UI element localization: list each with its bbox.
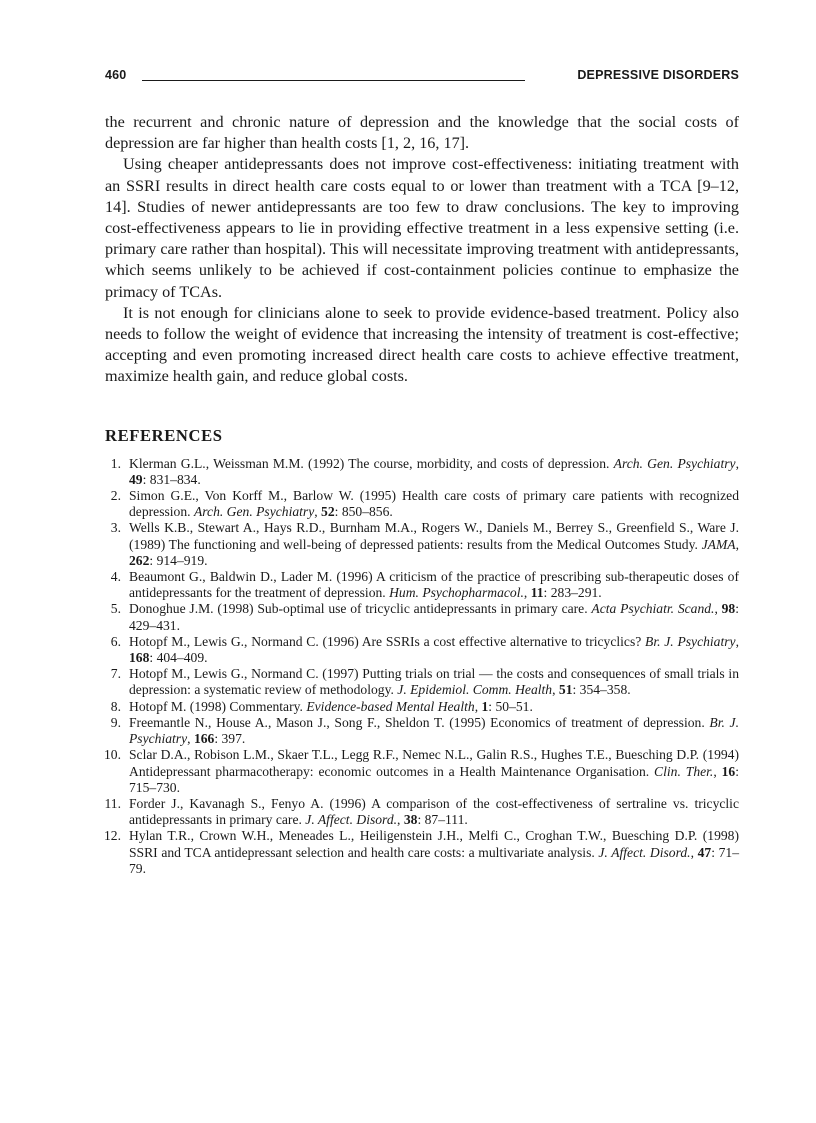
body-paragraph-1: the recurrent and chronic nature of depression and the knowledge that the social costs of depression are far higher than health costs [1, 2, 16, 17]. <box>105 113 739 153</box>
reference-number: 4. <box>110 569 121 585</box>
journal-pages: : 850–856. <box>334 504 393 520</box>
reference-citation: Donoghue J.M. (1998) Sub-optimal use of tricyclic antidepressants in primary care. <box>129 601 588 617</box>
reference-text: Hotopf M. (1998) Commentary. Evidence-based Mental Health, 1: 50–51. <box>129 698 533 714</box>
journal-pages: : 283–291. <box>543 585 602 601</box>
reference-number: 6. <box>110 633 121 649</box>
reference-citation: Beaumont G., Baldwin D., Lader M. (1996) A criticism of the practice of prescribing sub-therapeutic doses of antidepressants for the treatment of depression. <box>129 569 739 601</box>
reference-item <box>105 699 739 715</box>
journal-name: Arch. Gen. Psychiatry <box>193 504 315 520</box>
reference-text: Freemantle N., House A., Mason J., Song F., Sheldon T. (1995) Economics of treatment of depression. Br. J. Psychiatry, 166: 397. <box>129 714 739 747</box>
reference-text: Hotopf M., Lewis G., Normand C. (1996) Are SSRIs a cost effective alternative to tricyclics? Br. J. Psychiatry, 168: 404–409. <box>129 633 739 666</box>
reference-number: 2. <box>110 488 121 504</box>
journal-name: Acta Psychiatr. Scand. <box>591 601 715 617</box>
reference-number: 7. <box>110 666 121 682</box>
reference-item <box>105 569 739 601</box>
reference-citation: Freemantle N., House A., Mason J., Song F., Sheldon T. (1995) Economics of treatment of depression. <box>129 714 705 730</box>
reference-number: 1. <box>110 455 121 471</box>
reference-item <box>105 456 739 488</box>
journal-pages: : 50–51. <box>488 698 533 714</box>
journal-volume: 38 <box>403 812 418 828</box>
journal-name: J. Epidemiol. Comm. Health <box>397 682 553 698</box>
reference-list <box>105 456 739 877</box>
journal-volume: 98 <box>721 601 736 617</box>
journal-volume: 16 <box>721 763 736 779</box>
reference-citation: Hylan T.R., Crown W.H., Meneades L., Heiligenstein J.H., Melfi C., Croghan T.W., Buesching D.P. (1998) SSRI and TCA antidepressant selection and health care costs: a multivariate analysis. <box>129 828 739 860</box>
reference-number: 10. <box>104 747 121 763</box>
journal-volume: 49 <box>129 471 143 487</box>
journal-volume: 51 <box>558 682 573 698</box>
section-title: DEPRESSIVE DISORDERS <box>577 68 739 82</box>
journal-volume: 166 <box>193 731 215 747</box>
reference-text: Donoghue J.M. (1998) Sub-optimal use of tricyclic antidepressants in primary care. Acta Psychiatr. Scand., 98: 429–431. <box>129 601 739 633</box>
reference-text: Hylan T.R., Crown W.H., Meneades L., Heiligenstein J.H., Melfi C., Croghan T.W., Buesching D.P. (1998) SSRI and TCA antidepressant selection and health care costs: a multivariate analysis. J. Affect. Disord., 47: 71–79. <box>129 828 739 876</box>
running-head <box>105 62 739 86</box>
journal-volume: 11 <box>530 585 544 601</box>
reference-item <box>105 634 739 666</box>
reference-item <box>105 715 739 747</box>
journal-pages: : 397. <box>214 731 246 747</box>
reference-citation: Wells K.B., Stewart A., Hays R.D., Burnham M.A., Rogers W., Daniels M., Berrey S., Greenfield S., Ware J. (1989) The functioning and well-being of depressed patients: results from the Medical Outcomes Study. <box>129 520 739 552</box>
reference-citation: Hotopf M., Lewis G., Normand C. (1996) Are SSRIs a cost effective alternative to tricyclics? <box>129 633 642 649</box>
body-text <box>105 112 739 388</box>
reference-text: Beaumont G., Baldwin D., Lader M. (1996) A criticism of the practice of prescribing sub-therapeutic doses of antidepressants for the treatment of depression. Hum. Psychopharmacol., 11: 283–291. <box>129 569 739 601</box>
journal-volume: 1 <box>481 698 489 714</box>
reference-number: 5. <box>110 601 121 617</box>
reference-citation: Klerman G.L., Weissman M.M. (1992) The course, morbidity, and costs of depression. <box>129 455 610 471</box>
reference-text: Wells K.B., Stewart A., Hays R.D., Burnham M.A., Rogers W., Daniels M., Berrey S., Greenfield S., Ware J. (1989) The functioning and well-being of depressed patients: results from the Medical Outcomes Study. JAMA, 262: 914–919. <box>129 520 739 568</box>
reference-item <box>105 601 739 633</box>
reference-item <box>105 796 739 828</box>
journal-volume: 47 <box>697 844 712 860</box>
book-page <box>105 62 739 877</box>
reference-text: Klerman G.L., Weissman M.M. (1992) The course, morbidity, and costs of depression. Arch. Gen. Psychiatry, 49: 831–834. <box>129 455 739 487</box>
reference-text: Sclar D.A., Robison L.M., Skaer T.L., Legg R.F., Nemec N.L., Galin R.S., Hughes T.E., Buesching D.P. (1994) Antidepressant pharmacotherapy: economic outcomes in a Health Maintenance Organisation. Clin. Ther., 16: 715–730. <box>129 747 739 795</box>
reference-item <box>105 666 739 698</box>
reference-citation: Sclar D.A., Robison L.M., Skaer T.L., Legg R.F., Nemec N.L., Galin R.S., Hughes T.E., Buesching D.P. (1994) Antidepressant pharmacotherapy: economic outcomes in a Health Maintenance Organisation. <box>129 747 739 779</box>
journal-pages: : 87–111. <box>417 812 468 828</box>
reference-number: 8. <box>110 698 121 714</box>
journal-volume: 52 <box>321 504 335 520</box>
reference-citation: Hotopf M., Lewis G., Normand C. (1997) Putting trials on trial — the costs and consequences of small trials in depression: a systematic review of methodology. <box>129 666 739 698</box>
reference-citation: Simon G.E., Von Korff M., Barlow W. (1995) Health care costs of primary care patients with recognized depression. <box>129 488 739 520</box>
page-number: 460 <box>105 68 127 82</box>
reference-item <box>105 747 739 796</box>
journal-name: J. Affect. Disord. <box>598 844 691 860</box>
reference-citation: Hotopf M. (1998) Commentary. <box>129 698 303 714</box>
reference-text: Forder J., Kavanagh S., Fenyo A. (1996) A comparison of the cost-effectiveness of sertraline vs. tricyclic antidepressants in primary care. J. Affect. Disord., 38: 87–111. <box>129 795 739 828</box>
journal-pages: : 71–79. <box>129 844 739 876</box>
body-paragraph-3: It is not enough for clinicians alone to seek to provide evidence-based treatment. Policy also needs to follow the weight of evidence that increasing the intensity of treatment is cost-effective; accepting and even promoting increased direct health care costs to achieve effective treatment, maximize health gain, and reduce global costs. <box>105 303 739 386</box>
reference-item <box>105 488 739 520</box>
reference-item <box>105 520 739 569</box>
journal-pages: : 914–919. <box>149 552 208 568</box>
journal-name: Br. J. Psychiatry <box>645 633 736 649</box>
header-rule <box>142 80 525 81</box>
reference-item <box>105 828 739 877</box>
references-heading: REFERENCES <box>105 425 223 445</box>
journal-pages: : 354–358. <box>572 682 631 698</box>
journal-pages: : 715–730. <box>129 763 739 795</box>
journal-name: JAMA <box>701 536 736 552</box>
journal-name: Evidence-based Mental Health <box>306 698 475 714</box>
journal-volume: 168 <box>129 650 150 666</box>
reference-text: Hotopf M., Lewis G., Normand C. (1997) Putting trials on trial — the costs and consequences of small trials in depression: a systematic review of methodology. J. Epidemiol. Comm. Health, 51: 354–358. <box>129 666 739 698</box>
reference-text: Simon G.E., Von Korff M., Barlow W. (1995) Health care costs of primary care patients with recognized depression. Arch. Gen. Psychiatry, 52: 850–856. <box>129 488 739 520</box>
journal-name: Arch. Gen. Psychiatry <box>613 455 736 471</box>
reference-number: 12. <box>104 828 121 844</box>
journal-name: J. Affect. Disord. <box>305 812 398 828</box>
reference-number: 3. <box>110 520 121 536</box>
reference-number: 9. <box>110 714 121 730</box>
reference-citation: Forder J., Kavanagh S., Fenyo A. (1996) A comparison of the cost-effectiveness of sertraline vs. tricyclic antidepressants in primary care. <box>129 795 739 828</box>
reference-number: 11. <box>104 795 121 811</box>
journal-name: Hum. Psychopharmacol. <box>389 585 524 601</box>
journal-pages: : 429–431. <box>129 601 739 633</box>
journal-pages: : 404–409. <box>149 650 208 666</box>
body-paragraph-2: Using cheaper antidepressants does not improve cost-effectiveness: initiating treatment with an SSRI results in direct health care costs equal to or lower than treatment with a TCA [9–12, 14]. Studies of newer antidepressants are too few to draw conclusions. The key to improving cost-effectiveness appears to lie in providing effective treatment in a less expensive setting (i.e. primary care rather than hospital). This will necessitate improving treatment with antidepressants, which seems unlikely to be achieved if cost-containment policies continue to emphasize the primacy of TCAs. <box>105 155 739 301</box>
journal-name: Clin. Ther. <box>654 763 714 779</box>
journal-volume: 262 <box>129 552 150 568</box>
journal-pages: : 831–834. <box>142 471 201 487</box>
journal-name: Br. J. Psychiatry <box>129 714 739 747</box>
